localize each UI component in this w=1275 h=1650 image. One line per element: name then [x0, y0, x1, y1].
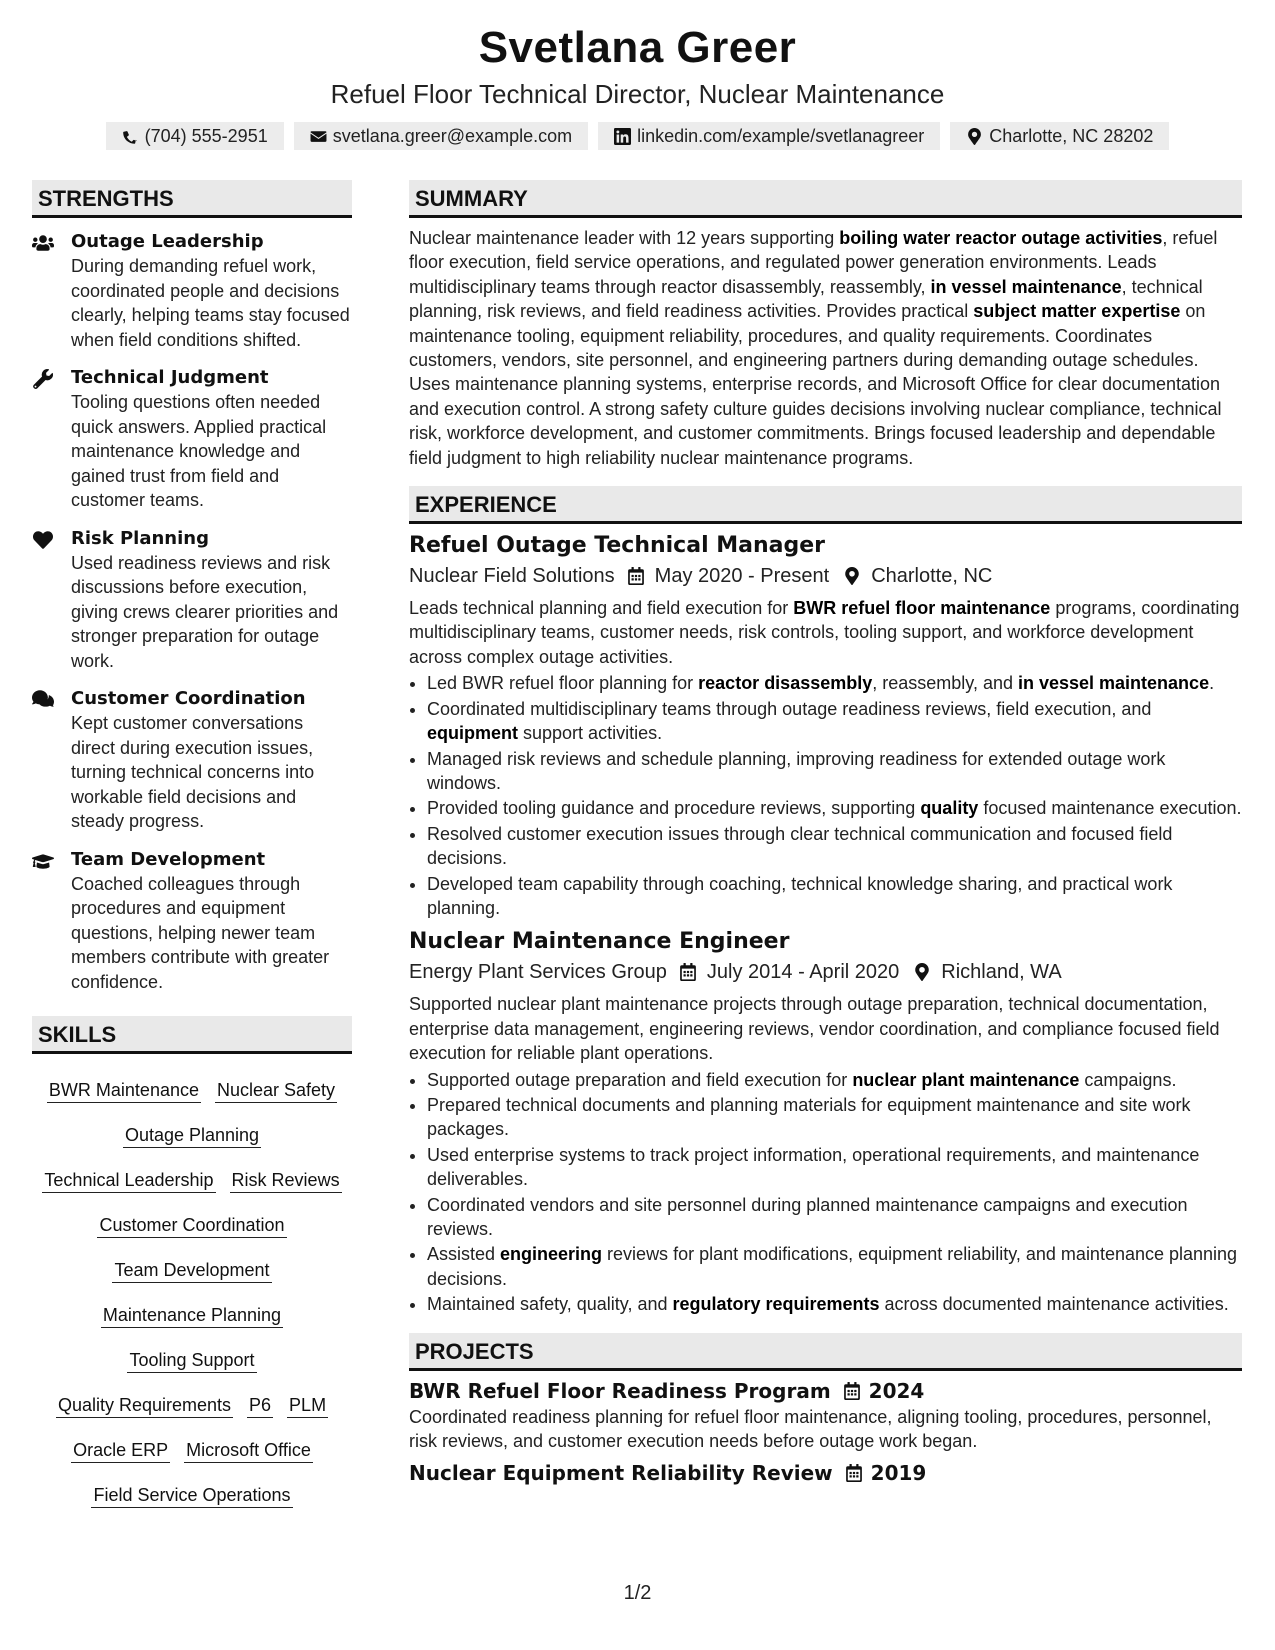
text-run: , refuel floor execution, field service operations, and regulated power generation environments. Leads multidisciplinary teams through reactor disassembly, reassembly,	[409, 228, 1218, 297]
project-title-row	[409, 1459, 1242, 1487]
project-year: 2019	[870, 1461, 927, 1486]
skill-tag: Tooling Support	[127, 1348, 256, 1373]
comments-icon	[32, 690, 56, 710]
phone-contact[interactable]	[106, 122, 284, 150]
skill-tag: Oracle ERP	[71, 1438, 170, 1463]
strength-item	[32, 366, 352, 513]
emphasis-text: quality	[920, 798, 979, 819]
skill-tag: BWR Maintenance	[47, 1078, 201, 1103]
project-title: Nuclear Equipment Reliability Review	[409, 1461, 833, 1486]
project-year: 2024	[868, 1378, 925, 1403]
text-run: Coordinated multidisciplinary teams through outage readiness reviews, field execution, and	[427, 698, 1152, 719]
job-meta	[409, 958, 1242, 986]
strength-title: Customer Coordination	[71, 688, 306, 709]
bullet-item	[427, 1068, 1242, 1092]
strength-item	[32, 230, 352, 352]
strength-item	[32, 527, 352, 674]
emphasis-text: equipment	[427, 723, 519, 744]
calendar-icon	[627, 567, 645, 585]
project-title-row	[409, 1377, 1242, 1405]
strength-desc: Coached colleagues through procedures and equipment questions, helping newer team members contribute with greater confidence.	[71, 873, 330, 992]
text-run: , reassembly, and	[872, 673, 1018, 694]
job-description	[409, 992, 1242, 1065]
skill-tag: Customer Coordination	[97, 1213, 286, 1238]
bullet-item	[427, 1193, 1242, 1242]
email-contact[interactable]	[294, 122, 588, 150]
strengths-list	[32, 230, 352, 994]
project-entry	[409, 1459, 1242, 1487]
candidate-name: Svetlana Greer	[478, 23, 797, 72]
text-run: Led BWR refuel floor planning for	[427, 673, 699, 694]
text-run: Resolved customer execution issues through clear technical communication and focused field decisions.	[427, 823, 1173, 869]
strengths-heading: STRENGTHS	[32, 180, 352, 218]
heart-icon	[32, 530, 56, 550]
calendar-icon	[843, 1382, 861, 1400]
resume-header	[0, 20, 1275, 150]
strength-title: Risk Planning	[71, 527, 209, 549]
linkedin-contact[interactable]	[598, 122, 940, 150]
location-contact	[950, 122, 1169, 150]
text-run: Provided tooling guidance and procedure reviews, supporting	[427, 798, 921, 819]
bullet-item	[427, 1093, 1242, 1142]
bullet-item	[427, 1292, 1242, 1316]
map-marker-icon	[966, 128, 983, 145]
text-run: reviews for plant modifications, equipment reliability, and maintenance planning decisions.	[427, 1244, 1238, 1289]
emphasis-text: in vessel maintenance	[1017, 673, 1210, 694]
skill-tag: Team Development	[112, 1258, 271, 1283]
bullet-item	[427, 697, 1242, 746]
calendar-icon	[679, 963, 697, 981]
job-company: Energy Plant Services Group	[409, 961, 667, 984]
text-run: Leads technical planning and field execution for	[409, 598, 794, 619]
skill-tag: P6	[247, 1393, 273, 1418]
summary-heading: SUMMARY	[409, 180, 1242, 218]
text-run: Supported nuclear plant maintenance projects through outage preparation, technical documentation, enterprise data management, engineering reviews, vendor coordination, and compliance focused field execution for reliable plant operations.	[409, 994, 1220, 1064]
graduation-cap-icon	[32, 851, 56, 871]
strength-title: Technical Judgment	[71, 367, 269, 388]
calendar-icon	[845, 1464, 863, 1482]
experience-heading: EXPERIENCE	[409, 486, 1242, 524]
job-bullets	[409, 671, 1242, 920]
right-column	[409, 180, 1242, 1487]
bullet-item	[427, 872, 1242, 921]
text-run: campaigns.	[1079, 1069, 1177, 1090]
strength-desc: Used readiness reviews and risk discussions before execution, giving crews clearer priorities and stronger preparation for outage work.	[71, 552, 339, 671]
skill-tag: Nuclear Safety	[215, 1078, 337, 1103]
map-marker-icon	[913, 963, 931, 981]
job-dates: July 2014 - April 2020	[706, 961, 900, 984]
strength-desc: Kept customer conversations direct during execution issues, turning technical concerns into workable field decisions and steady progress.	[71, 713, 315, 831]
text-run: Assisted	[427, 1244, 501, 1265]
emphasis-text: boiling water reactor outage activities	[839, 228, 1163, 248]
skills-heading: SKILLS	[32, 1016, 352, 1054]
page-number: 1/2	[623, 1582, 652, 1604]
emphasis-text: regulatory requirements	[672, 1294, 880, 1315]
emphasis-text: engineering	[500, 1244, 603, 1265]
bullet-item	[427, 671, 1242, 695]
skill-tag: Technical Leadership	[42, 1168, 215, 1193]
job-entry	[409, 928, 1242, 1316]
emphasis-text: in vessel maintenance	[930, 276, 1122, 297]
text-run: programs, coordinating multidisciplinary teams, customer needs, risk controls, tooling support, and workforce development across complex outage activities.	[409, 598, 1240, 667]
job-title: Nuclear Maintenance Engineer	[409, 929, 790, 955]
text-run: Developed team capability through coaching, technical knowledge sharing, and practical work planning.	[427, 873, 1173, 918]
phone-icon	[122, 128, 139, 145]
skill-tag: Microsoft Office	[184, 1438, 313, 1463]
candidate-title: Refuel Floor Technical Director, Nuclear Maintenance	[330, 79, 945, 109]
wrench-icon	[32, 369, 56, 389]
text-run: Maintained safety, quality, and	[427, 1294, 673, 1315]
linkedin-text: linkedin.com/example/svetlanagreer	[637, 126, 925, 146]
strength-desc: Tooling questions often needed quick answers. Applied practical maintenance knowledge and gained trust from field and customer teams.	[71, 392, 327, 510]
contact-bar	[0, 122, 1275, 150]
text-run: Nuclear maintenance leader with 12 years supporting	[409, 228, 840, 248]
text-run: Prepared technical documents and planning materials for equipment maintenance and site work packages.	[427, 1094, 1191, 1140]
phone-text: (704) 555-2951	[144, 126, 268, 146]
text-run: Managed risk reviews and schedule planning, improving readiness for extended outage work windows.	[427, 748, 1166, 793]
skill-tag: Quality Requirements	[56, 1393, 233, 1418]
strength-desc: During demanding refuel work, coordinated people and decisions clearly, helping teams stay focused when field conditions shifted.	[71, 256, 350, 350]
job-location: Charlotte, NC	[871, 565, 993, 588]
text-run: across documented maintenance activities.	[879, 1294, 1229, 1315]
emphasis-text: reactor disassembly	[698, 673, 873, 694]
text-run: .	[1209, 673, 1215, 694]
strength-title: Outage Leadership	[71, 231, 264, 252]
users-icon	[32, 233, 56, 253]
job-bullets	[409, 1068, 1242, 1317]
text-run: Coordinated vendors and site personnel during planned maintenance campaigns and execution reviews.	[427, 1194, 1188, 1239]
bullet-item	[427, 796, 1242, 820]
projects-heading: PROJECTS	[409, 1333, 1242, 1371]
job-location: Richland, WA	[941, 961, 1062, 984]
bullet-item	[427, 1242, 1242, 1291]
job-description	[409, 596, 1242, 669]
skill-tag: Risk Reviews	[230, 1168, 342, 1193]
project-title: BWR Refuel Floor Readiness Program	[409, 1378, 831, 1403]
job-title: Refuel Outage Technical Manager	[409, 533, 826, 559]
emphasis-text: nuclear plant maintenance	[852, 1069, 1080, 1090]
skill-tag: Field Service Operations	[91, 1483, 292, 1508]
text-run: on maintenance tooling, equipment reliability, procedures, and quality requirements. Coordinates customers, vendors, site personnel, and engineering partners during demanding outage schedules. Uses maintenance planning systems, enterprise records, and Microsoft Office for clear documentation and execution control. A strong safety culture guides decisions involving nuclear compliance, technical risk, workforce development, and customer commitments. Brings focused leadership and dependable field judgment to high reliability nuclear maintenance programs.	[409, 301, 1222, 468]
map-marker-icon	[843, 567, 861, 585]
location-text: Charlotte, NC 28202	[989, 126, 1154, 146]
job-company: Nuclear Field Solutions	[409, 565, 615, 588]
text-run: focused maintenance execution.	[978, 798, 1242, 819]
strength-title: Team Development	[71, 848, 266, 870]
strength-item	[32, 848, 352, 995]
job-entry	[409, 532, 1242, 920]
skill-tag: PLM	[287, 1393, 328, 1418]
envelope-icon	[310, 128, 327, 145]
project-desc: Coordinated readiness planning for refuel floor maintenance, aligning tooling, procedures, personnel, risk reviews, and customer execution needs before outage work began.	[409, 1406, 1212, 1452]
text-run: Supported outage preparation and field execution for	[427, 1069, 853, 1090]
text-run: support activities.	[518, 723, 663, 744]
bullet-item	[427, 1143, 1242, 1192]
linkedin-icon	[614, 128, 631, 145]
text-run: , technical planning, risk reviews, and field readiness activities. Provides practical	[409, 276, 1203, 322]
job-meta	[409, 562, 1242, 590]
email-text: svetlana.greer@example.com	[332, 126, 573, 146]
job-dates: May 2020 - Present	[654, 565, 830, 588]
summary-text	[409, 226, 1242, 470]
emphasis-text: subject matter expertise	[973, 301, 1181, 322]
skills-list	[32, 1068, 352, 1518]
bullet-item	[427, 822, 1242, 871]
strength-item	[32, 687, 352, 834]
bullet-item	[427, 747, 1242, 796]
skill-tag: Outage Planning	[123, 1123, 261, 1148]
text-run: Used enterprise systems to track project information, operational requirements, and maintenance deliverables.	[427, 1144, 1200, 1190]
emphasis-text: BWR refuel floor maintenance	[793, 598, 1051, 619]
skill-tag: Maintenance Planning	[101, 1303, 283, 1328]
project-entry	[409, 1377, 1242, 1454]
left-column	[32, 180, 352, 1518]
